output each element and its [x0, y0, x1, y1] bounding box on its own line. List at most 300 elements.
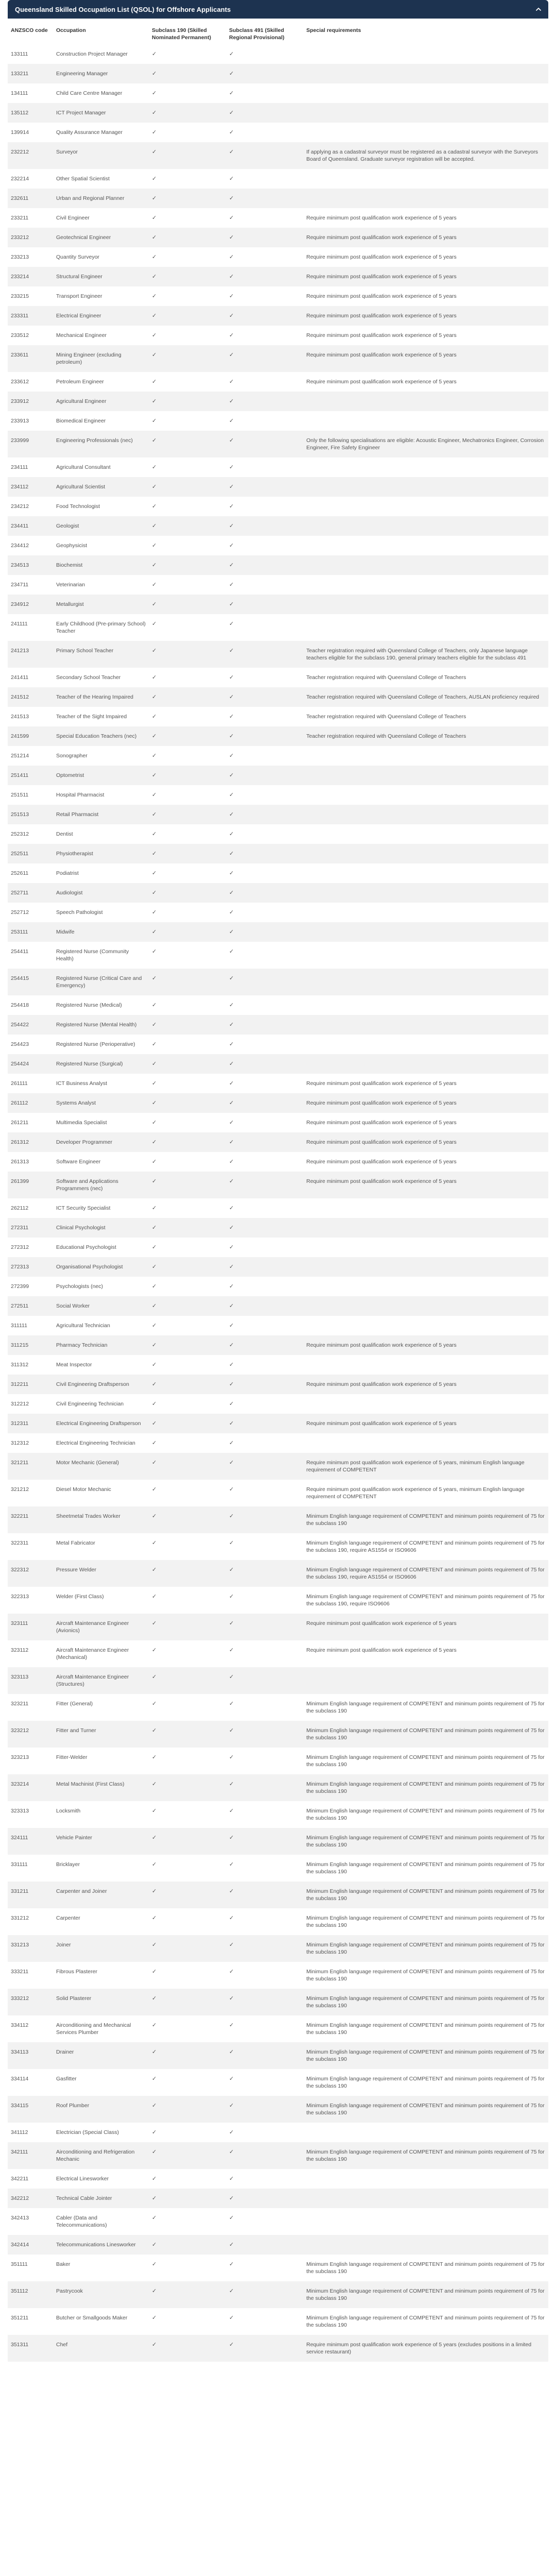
cell-occupation: Physiotherapist	[53, 844, 149, 863]
cell-subclass-491: ✓	[226, 942, 303, 969]
cell-anzsco: 234912	[8, 595, 53, 614]
table-row	[8, 1801, 548, 1828]
cell-special-requirements: Minimum English language requirement of COMPETENT and minimum points requirement of 75 for the subclass 190	[303, 1882, 548, 1908]
cell-subclass-190: ✓	[149, 1640, 226, 1667]
cell-subclass-190: ✓	[149, 345, 226, 372]
cell-anzsco: 233913	[8, 411, 53, 431]
cell-anzsco: 254415	[8, 969, 53, 995]
cell-subclass-491: ✓	[226, 1113, 303, 1132]
cell-special-requirements	[303, 785, 548, 805]
cell-special-requirements	[303, 746, 548, 766]
cell-subclass-491: ✓	[226, 2169, 303, 2189]
table-row	[8, 883, 548, 903]
cell-subclass-491: ✓	[226, 1238, 303, 1257]
cell-subclass-190: ✓	[149, 1316, 226, 1335]
cell-subclass-491: ✓	[226, 2069, 303, 2096]
cell-subclass-190: ✓	[149, 431, 226, 457]
cell-special-requirements	[303, 516, 548, 536]
cell-anzsco: 233611	[8, 345, 53, 372]
table-row	[8, 228, 548, 247]
cell-occupation: Registered Nurse (Surgical)	[53, 1054, 149, 1074]
cell-occupation: Software Engineer	[53, 1152, 149, 1172]
cell-anzsco: 254424	[8, 1054, 53, 1074]
cell-subclass-491: ✓	[226, 1433, 303, 1453]
table-row	[8, 411, 548, 431]
cell-special-requirements: Minimum English language requirement of COMPETENT and minimum points requirement of 75 for the subclass 190, require AS1554 or ISO9606	[303, 1560, 548, 1587]
cell-occupation: Educational Psychologist	[53, 1238, 149, 1257]
cell-subclass-190: ✓	[149, 189, 226, 208]
cell-subclass-491: ✓	[226, 2308, 303, 2335]
cell-occupation: Registered Nurse (Community Health)	[53, 942, 149, 969]
cell-anzsco: 312211	[8, 1375, 53, 1394]
cell-subclass-491: ✓	[226, 142, 303, 169]
cell-special-requirements	[303, 903, 548, 922]
table-row	[8, 1113, 548, 1132]
table-row	[8, 668, 548, 687]
table-row	[8, 1172, 548, 1198]
cell-special-requirements: Minimum English language requirement of COMPETENT and minimum points requirement of 75 for the subclass 190	[303, 2042, 548, 2069]
cell-special-requirements: Require minimum post qualification work experience of 5 years, minimum English language requirement of COMPETENT	[303, 1453, 548, 1480]
column-header-subclass-491: Subclass 491 (Skilled Regional Provisional)	[226, 19, 303, 44]
cell-anzsco: 252712	[8, 903, 53, 922]
cell-special-requirements: Minimum English language requirement of COMPETENT and minimum points requirement of 75 for the subclass 190, require AS1554 or ISO9606	[303, 1533, 548, 1560]
cell-special-requirements: Require minimum post qualification work experience of 5 years	[303, 1335, 548, 1355]
cell-subclass-491: ✓	[226, 922, 303, 942]
cell-special-requirements	[303, 2208, 548, 2235]
cell-anzsco: 233213	[8, 247, 53, 267]
cell-special-requirements: Minimum English language requirement of COMPETENT and minimum points requirement of 75 for the subclass 190, require ISO9606	[303, 1587, 548, 1614]
cell-subclass-190: ✓	[149, 2042, 226, 2069]
cell-occupation: Fitter (General)	[53, 1694, 149, 1721]
cell-subclass-491: ✓	[226, 969, 303, 995]
cell-subclass-190: ✓	[149, 2189, 226, 2208]
cell-subclass-491: ✓	[226, 1640, 303, 1667]
cell-special-requirements: Require minimum post qualification work experience of 5 years	[303, 345, 548, 372]
cell-special-requirements	[303, 805, 548, 824]
cell-special-requirements: Minimum English language requirement of COMPETENT and minimum points requirement of 75 for the subclass 190	[303, 2015, 548, 2042]
cell-subclass-491: ✓	[226, 2335, 303, 2362]
table-row	[8, 2281, 548, 2308]
cell-subclass-491: ✓	[226, 123, 303, 142]
table-row	[8, 1394, 548, 1414]
cell-special-requirements	[303, 477, 548, 497]
cell-subclass-190: ✓	[149, 2335, 226, 2362]
cell-subclass-190: ✓	[149, 169, 226, 189]
accordion-header[interactable]	[8, 0, 548, 19]
cell-occupation: Electrical Engineering Technician	[53, 1433, 149, 1453]
table-row	[8, 2255, 548, 2281]
cell-occupation: Child Care Centre Manager	[53, 83, 149, 103]
cell-subclass-190: ✓	[149, 2235, 226, 2255]
cell-subclass-491: ✓	[226, 457, 303, 477]
cell-special-requirements	[303, 1277, 548, 1296]
cell-occupation: Motor Mechanic (General)	[53, 1453, 149, 1480]
cell-anzsco: 321211	[8, 1453, 53, 1480]
cell-special-requirements	[303, 1667, 548, 1694]
cell-subclass-491: ✓	[226, 1074, 303, 1093]
cell-subclass-190: ✓	[149, 575, 226, 595]
cell-special-requirements: Require minimum post qualification work experience of 5 years	[303, 372, 548, 392]
cell-occupation: Social Worker	[53, 1296, 149, 1316]
cell-occupation: Technical Cable Jointer	[53, 2189, 149, 2208]
cell-subclass-190: ✓	[149, 2255, 226, 2281]
cell-subclass-190: ✓	[149, 2069, 226, 2096]
cell-subclass-491: ✓	[226, 1335, 303, 1355]
table-row	[8, 1506, 548, 1533]
table-row	[8, 1935, 548, 1962]
cell-subclass-491: ✓	[226, 903, 303, 922]
cell-subclass-491: ✓	[226, 411, 303, 431]
cell-anzsco: 241411	[8, 668, 53, 687]
column-header-subclass-190: Subclass 190 (Skilled Nominated Permanent)	[149, 19, 226, 44]
cell-occupation: Biochemist	[53, 555, 149, 575]
cell-subclass-190: ✓	[149, 824, 226, 844]
cell-subclass-190: ✓	[149, 1198, 226, 1218]
cell-subclass-491: ✓	[226, 1721, 303, 1748]
cell-subclass-491: ✓	[226, 1453, 303, 1480]
cell-subclass-190: ✓	[149, 805, 226, 824]
cell-anzsco: 334115	[8, 2096, 53, 2123]
cell-anzsco: 252711	[8, 883, 53, 903]
cell-anzsco: 135112	[8, 103, 53, 123]
cell-occupation: Meat Inspector	[53, 1355, 149, 1375]
cell-subclass-491: ✓	[226, 668, 303, 687]
cell-subclass-190: ✓	[149, 1989, 226, 2015]
cell-anzsco: 323214	[8, 1774, 53, 1801]
cell-subclass-190: ✓	[149, 1560, 226, 1587]
cell-occupation: Electrical Engineering Draftsperson	[53, 1414, 149, 1433]
cell-subclass-491: ✓	[226, 726, 303, 746]
table-row	[8, 64, 548, 83]
cell-subclass-491: ✓	[226, 1054, 303, 1074]
cell-anzsco: 233912	[8, 392, 53, 411]
chevron-up-icon[interactable]	[535, 6, 542, 13]
cell-subclass-491: ✓	[226, 2208, 303, 2235]
cell-subclass-190: ✓	[149, 555, 226, 575]
cell-subclass-491: ✓	[226, 1533, 303, 1560]
cell-occupation: Metal Fabricator	[53, 1533, 149, 1560]
cell-special-requirements	[303, 863, 548, 883]
cell-special-requirements: Minimum English language requirement of COMPETENT and minimum points requirement of 75 for the subclass 190	[303, 1506, 548, 1533]
cell-subclass-190: ✓	[149, 1433, 226, 1453]
cell-subclass-190: ✓	[149, 2015, 226, 2042]
cell-special-requirements	[303, 103, 548, 123]
table-row	[8, 1152, 548, 1172]
table-row	[8, 2189, 548, 2208]
table-row	[8, 2042, 548, 2069]
cell-anzsco: 323111	[8, 1614, 53, 1640]
table-row	[8, 863, 548, 883]
cell-anzsco: 261111	[8, 1074, 53, 1093]
cell-occupation: Early Childhood (Pre-primary School) Teacher	[53, 614, 149, 641]
cell-occupation: Psychologists (nec)	[53, 1277, 149, 1296]
cell-subclass-491: ✓	[226, 1316, 303, 1335]
cell-subclass-190: ✓	[149, 1748, 226, 1774]
cell-occupation: Special Education Teachers (nec)	[53, 726, 149, 746]
table-row	[8, 1355, 548, 1375]
cell-subclass-491: ✓	[226, 641, 303, 668]
table-row	[8, 2335, 548, 2362]
cell-subclass-491: ✓	[226, 1093, 303, 1113]
cell-occupation: Speech Pathologist	[53, 903, 149, 922]
cell-subclass-190: ✓	[149, 2123, 226, 2142]
cell-anzsco: 324111	[8, 1828, 53, 1855]
cell-special-requirements: Require minimum post qualification work experience of 5 years	[303, 1113, 548, 1132]
table-row	[8, 306, 548, 326]
cell-occupation: Urban and Regional Planner	[53, 189, 149, 208]
cell-special-requirements	[303, 1433, 548, 1453]
table-row	[8, 392, 548, 411]
cell-special-requirements: Minimum English language requirement of COMPETENT and minimum points requirement of 75 for the subclass 190	[303, 1828, 548, 1855]
cell-subclass-190: ✓	[149, 1935, 226, 1962]
cell-anzsco: 261399	[8, 1172, 53, 1198]
table-row	[8, 1218, 548, 1238]
cell-subclass-491: ✓	[226, 1152, 303, 1172]
cell-subclass-491: ✓	[226, 1801, 303, 1828]
cell-subclass-491: ✓	[226, 1480, 303, 1506]
cell-subclass-190: ✓	[149, 707, 226, 726]
table-row	[8, 766, 548, 785]
cell-subclass-190: ✓	[149, 1828, 226, 1855]
cell-special-requirements	[303, 64, 548, 83]
cell-anzsco: 351211	[8, 2308, 53, 2335]
cell-anzsco: 233512	[8, 326, 53, 345]
cell-subclass-491: ✓	[226, 1277, 303, 1296]
cell-subclass-190: ✓	[149, 1074, 226, 1093]
cell-special-requirements: Teacher registration required with Queensland College of Teachers, only Japanese language teachers eligible for the subclass 190, general primary teachers eligible for the subclass 491	[303, 641, 548, 668]
accordion-title: Queensland Skilled Occupation List (QSOL) for Offshore Applicants	[15, 5, 231, 13]
cell-occupation: Airconditioning and Mechanical Services Plumber	[53, 2015, 149, 2042]
cell-subclass-190: ✓	[149, 668, 226, 687]
cell-subclass-190: ✓	[149, 2281, 226, 2308]
cell-occupation: Welder (First Class)	[53, 1587, 149, 1614]
cell-occupation: Bricklayer	[53, 1855, 149, 1882]
cell-occupation: Quantity Surveyor	[53, 247, 149, 267]
cell-special-requirements	[303, 2189, 548, 2208]
table-row	[8, 1238, 548, 1257]
cell-special-requirements: Teacher registration required with Queensland College of Teachers	[303, 726, 548, 746]
column-header-anzsco: ANZSCO code	[8, 19, 53, 44]
cell-occupation: Electrical Linesworker	[53, 2169, 149, 2189]
cell-subclass-491: ✓	[226, 267, 303, 286]
cell-occupation: ICT Business Analyst	[53, 1074, 149, 1093]
cell-special-requirements	[303, 1316, 548, 1335]
table-row	[8, 1375, 548, 1394]
cell-subclass-190: ✓	[149, 687, 226, 707]
cell-subclass-491: ✓	[226, 614, 303, 641]
cell-subclass-491: ✓	[226, 1035, 303, 1054]
cell-special-requirements	[303, 457, 548, 477]
table-row	[8, 1533, 548, 1560]
cell-occupation: Dentist	[53, 824, 149, 844]
occupation-table	[8, 19, 548, 2362]
cell-subclass-491: ✓	[226, 1748, 303, 1774]
cell-subclass-491: ✓	[226, 2281, 303, 2308]
table-row	[8, 1587, 548, 1614]
cell-special-requirements	[303, 1198, 548, 1218]
table-row	[8, 2235, 548, 2255]
cell-anzsco: 233612	[8, 372, 53, 392]
table-row	[8, 995, 548, 1015]
cell-subclass-491: ✓	[226, 1694, 303, 1721]
cell-occupation: Registered Nurse (Critical Care and Emergency)	[53, 969, 149, 995]
table-row	[8, 83, 548, 103]
table-row	[8, 707, 548, 726]
cell-occupation: Butcher or Smallgoods Maker	[53, 2308, 149, 2335]
cell-special-requirements	[303, 824, 548, 844]
cell-subclass-190: ✓	[149, 477, 226, 497]
table-row	[8, 142, 548, 169]
cell-anzsco: 322312	[8, 1560, 53, 1587]
table-row	[8, 1667, 548, 1694]
table-row	[8, 536, 548, 555]
cell-anzsco: 312312	[8, 1433, 53, 1453]
cell-subclass-190: ✓	[149, 1172, 226, 1198]
cell-anzsco: 254418	[8, 995, 53, 1015]
cell-subclass-190: ✓	[149, 1614, 226, 1640]
cell-special-requirements	[303, 883, 548, 903]
table-row	[8, 785, 548, 805]
cell-occupation: Podiatrist	[53, 863, 149, 883]
cell-subclass-190: ✓	[149, 1882, 226, 1908]
cell-subclass-190: ✓	[149, 64, 226, 83]
table-row	[8, 1198, 548, 1218]
cell-subclass-491: ✓	[226, 392, 303, 411]
cell-occupation: ICT Project Manager	[53, 103, 149, 123]
cell-special-requirements: Minimum English language requirement of COMPETENT and minimum points requirement of 75 for the subclass 190	[303, 1935, 548, 1962]
cell-subclass-491: ✓	[226, 169, 303, 189]
cell-occupation: Fitter and Turner	[53, 1721, 149, 1748]
cell-subclass-491: ✓	[226, 189, 303, 208]
table-row	[8, 687, 548, 707]
cell-subclass-190: ✓	[149, 1238, 226, 1257]
cell-subclass-190: ✓	[149, 746, 226, 766]
cell-special-requirements	[303, 411, 548, 431]
cell-subclass-491: ✓	[226, 1587, 303, 1614]
cell-subclass-190: ✓	[149, 1132, 226, 1152]
cell-special-requirements: Minimum English language requirement of COMPETENT and minimum points requirement of 75 for the subclass 190	[303, 2308, 548, 2335]
cell-subclass-190: ✓	[149, 2096, 226, 2123]
cell-occupation: Airconditioning and Refrigeration Mechanic	[53, 2142, 149, 2169]
table-row	[8, 1721, 548, 1748]
cell-special-requirements	[303, 497, 548, 516]
cell-occupation: Retail Pharmacist	[53, 805, 149, 824]
cell-occupation: Registered Nurse (Mental Health)	[53, 1015, 149, 1035]
cell-occupation: Agricultural Consultant	[53, 457, 149, 477]
cell-anzsco: 334114	[8, 2069, 53, 2096]
table-row	[8, 123, 548, 142]
cell-occupation: Multimedia Specialist	[53, 1113, 149, 1132]
cell-subclass-190: ✓	[149, 1257, 226, 1277]
cell-occupation: Locksmith	[53, 1801, 149, 1828]
cell-subclass-190: ✓	[149, 208, 226, 228]
table-row	[8, 1453, 548, 1480]
cell-subclass-491: ✓	[226, 1296, 303, 1316]
cell-occupation: Geotechnical Engineer	[53, 228, 149, 247]
table-row	[8, 1480, 548, 1506]
table-row	[8, 2069, 548, 2096]
cell-anzsco: 253111	[8, 922, 53, 942]
cell-anzsco: 254423	[8, 1035, 53, 1054]
cell-anzsco: 272511	[8, 1296, 53, 1316]
cell-occupation: Telecommunications Linesworker	[53, 2235, 149, 2255]
cell-subclass-190: ✓	[149, 1721, 226, 1748]
cell-anzsco: 351112	[8, 2281, 53, 2308]
cell-occupation: Transport Engineer	[53, 286, 149, 306]
table-row	[8, 1257, 548, 1277]
table-row	[8, 2096, 548, 2123]
cell-anzsco: 333212	[8, 1989, 53, 2015]
table-row	[8, 1015, 548, 1035]
cell-special-requirements	[303, 392, 548, 411]
cell-subclass-491: ✓	[226, 64, 303, 83]
cell-occupation: Construction Project Manager	[53, 44, 149, 64]
table-row	[8, 2208, 548, 2235]
cell-anzsco: 133111	[8, 44, 53, 64]
cell-subclass-190: ✓	[149, 1908, 226, 1935]
cell-subclass-190: ✓	[149, 372, 226, 392]
cell-occupation: Registered Nurse (Medical)	[53, 995, 149, 1015]
cell-subclass-190: ✓	[149, 142, 226, 169]
cell-subclass-491: ✓	[226, 372, 303, 392]
cell-occupation: Optometrist	[53, 766, 149, 785]
cell-anzsco: 334113	[8, 2042, 53, 2069]
table-row	[8, 169, 548, 189]
cell-occupation: Carpenter	[53, 1908, 149, 1935]
cell-subclass-491: ✓	[226, 1015, 303, 1035]
column-header-special-requirements: Special requirements	[303, 19, 548, 44]
cell-subclass-491: ✓	[226, 785, 303, 805]
cell-anzsco: 232611	[8, 189, 53, 208]
cell-special-requirements	[303, 2169, 548, 2189]
cell-subclass-491: ✓	[226, 2142, 303, 2169]
table-row	[8, 1748, 548, 1774]
cell-subclass-491: ✓	[226, 477, 303, 497]
cell-subclass-190: ✓	[149, 1355, 226, 1375]
cell-occupation: Geologist	[53, 516, 149, 536]
table-row	[8, 1054, 548, 1074]
cell-occupation: Joiner	[53, 1935, 149, 1962]
cell-anzsco: 234411	[8, 516, 53, 536]
cell-subclass-190: ✓	[149, 306, 226, 326]
cell-subclass-190: ✓	[149, 1506, 226, 1533]
cell-subclass-491: ✓	[226, 1667, 303, 1694]
cell-subclass-190: ✓	[149, 995, 226, 1015]
cell-subclass-190: ✓	[149, 516, 226, 536]
table-row	[8, 1560, 548, 1587]
cell-subclass-491: ✓	[226, 2015, 303, 2042]
cell-anzsco: 254422	[8, 1015, 53, 1035]
cell-subclass-190: ✓	[149, 1587, 226, 1614]
cell-subclass-491: ✓	[226, 247, 303, 267]
cell-special-requirements: Require minimum post qualification work experience of 5 years	[303, 1414, 548, 1433]
cell-anzsco: 351111	[8, 2255, 53, 2281]
cell-occupation: Metal Machinist (First Class)	[53, 1774, 149, 1801]
cell-anzsco: 342413	[8, 2208, 53, 2235]
cell-special-requirements: Require minimum post qualification work experience of 5 years	[303, 286, 548, 306]
cell-subclass-190: ✓	[149, 2308, 226, 2335]
table-row	[8, 1774, 548, 1801]
cell-subclass-491: ✓	[226, 2042, 303, 2069]
cell-anzsco: 331111	[8, 1855, 53, 1882]
cell-anzsco: 322313	[8, 1587, 53, 1614]
cell-anzsco: 311215	[8, 1335, 53, 1355]
cell-anzsco: 234111	[8, 457, 53, 477]
cell-anzsco: 241213	[8, 641, 53, 668]
cell-occupation: Vehicle Painter	[53, 1828, 149, 1855]
cell-subclass-491: ✓	[226, 2096, 303, 2123]
cell-subclass-190: ✓	[149, 844, 226, 863]
